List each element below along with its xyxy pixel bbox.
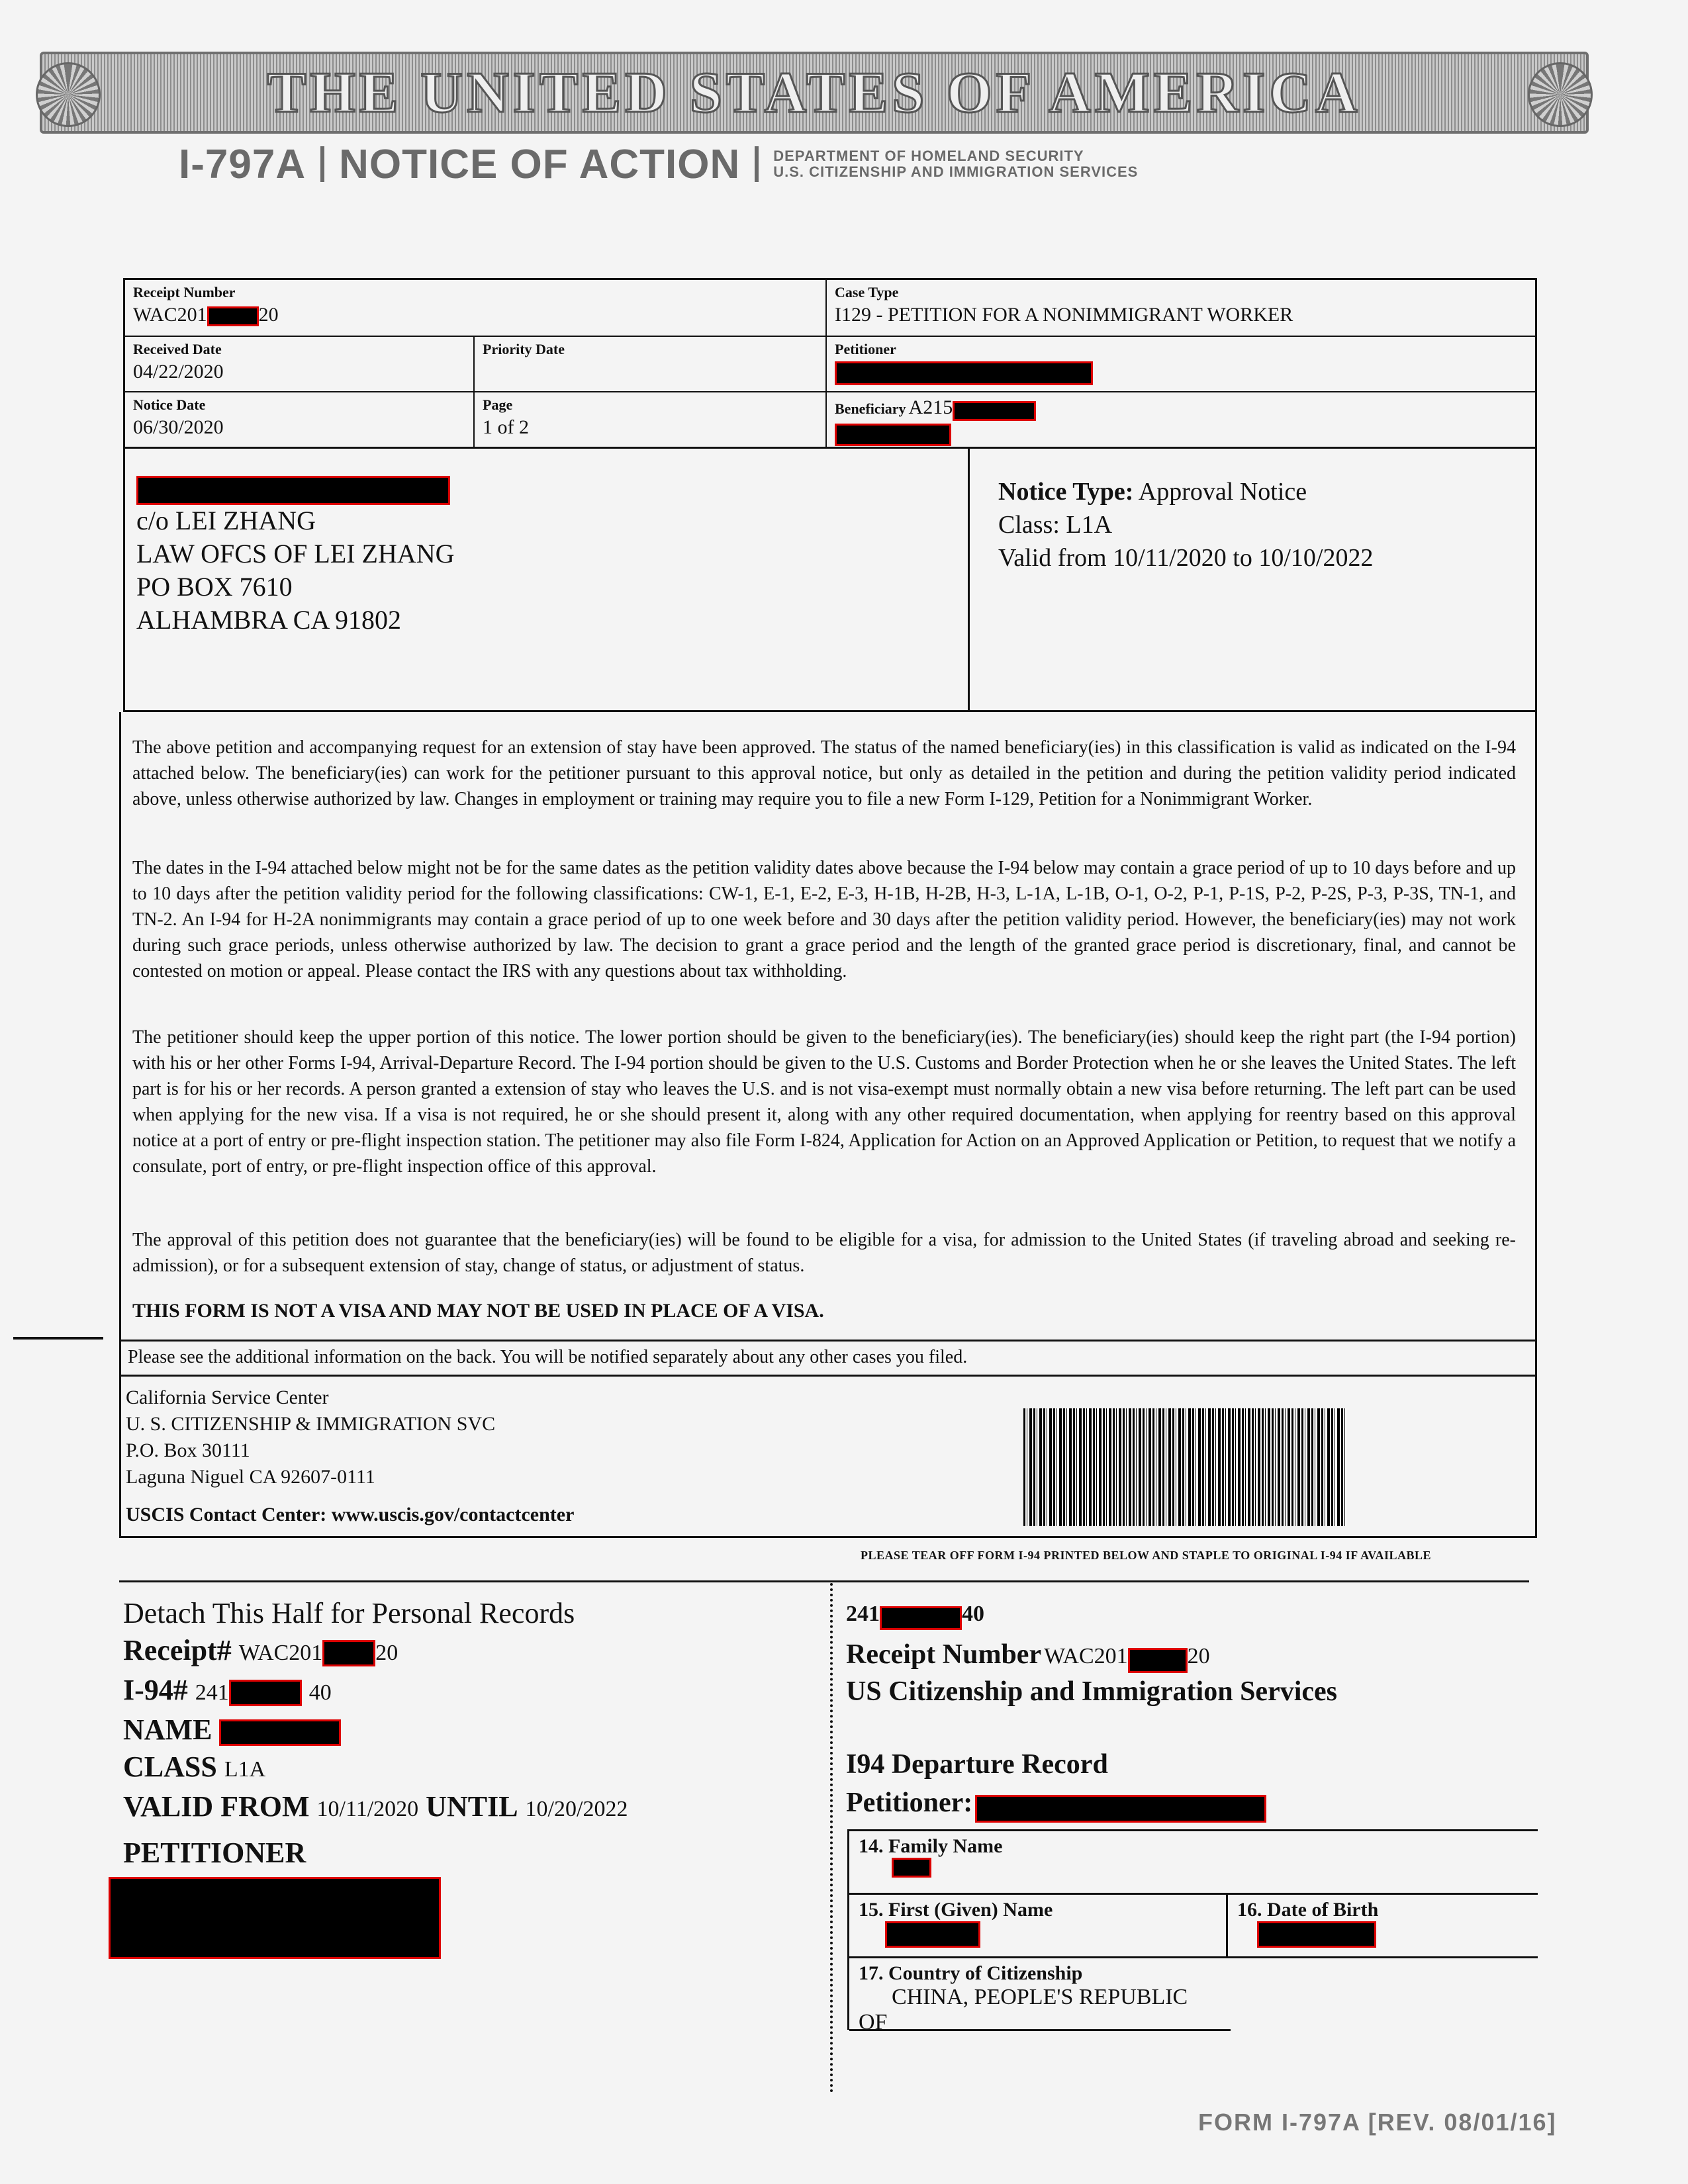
redaction-block bbox=[219, 1719, 341, 1746]
until-value: 10/20/2022 bbox=[525, 1797, 628, 1821]
valid-from-label: VALID FROM bbox=[123, 1790, 310, 1823]
notice-date-label: Notice Date bbox=[133, 396, 206, 413]
received-date-value: 04/22/2020 bbox=[133, 361, 224, 383]
receipt-prefix: WAC201 bbox=[1044, 1644, 1128, 1668]
beneficiary-label: Beneficiary bbox=[835, 400, 906, 417]
beneficiary-prefix: A215 bbox=[908, 396, 953, 418]
redaction-block bbox=[835, 361, 1093, 385]
notice-title: NOTICE OF ACTION bbox=[339, 141, 741, 187]
redaction-block bbox=[885, 1921, 980, 1948]
address-line: P.O. Box 30111 bbox=[126, 1439, 250, 1461]
ornament-icon bbox=[36, 62, 101, 127]
agency-name: US Citizenship and Immigration Services bbox=[846, 1676, 1338, 1707]
name-label: NAME bbox=[123, 1713, 212, 1746]
notice-type bbox=[998, 475, 1373, 508]
petitioner-label: PETITIONER bbox=[123, 1837, 306, 1869]
class-value: L1A bbox=[224, 1757, 266, 1782]
divider bbox=[755, 146, 759, 182]
barcode bbox=[1023, 1408, 1346, 1526]
redaction-block bbox=[975, 1795, 1266, 1823]
first-name-field bbox=[849, 1895, 1228, 1958]
receipt-number-label: Receipt Number bbox=[846, 1639, 1042, 1670]
redaction-block bbox=[1257, 1921, 1376, 1948]
address-line: c/o LEI ZHANG bbox=[136, 506, 316, 535]
valid-from-value: 10/11/2020 bbox=[316, 1797, 419, 1821]
class-line: Class: L1A bbox=[998, 511, 1113, 539]
petitioner-label: Petitioner bbox=[835, 341, 896, 357]
redaction-block bbox=[1128, 1648, 1188, 1673]
country-value: CHINA, PEOPLE'S REPUBLIC bbox=[892, 1985, 1188, 2009]
form-revision: FORM I-797A [REV. 08/01/16] bbox=[1198, 2109, 1557, 2136]
i94-label: I-94# bbox=[123, 1674, 188, 1706]
redaction-block bbox=[835, 424, 951, 446]
family-name-label: 14. Family Name bbox=[859, 1835, 1003, 1857]
first-name-label: 15. First (Given) Name bbox=[859, 1899, 1053, 1921]
page-value: 1 of 2 bbox=[483, 416, 529, 438]
receipt-number-suffix: 20 bbox=[258, 304, 279, 326]
i94-prefix: 241 bbox=[195, 1680, 229, 1705]
address-line: LAW OFCS OF LEI ZHANG bbox=[136, 539, 455, 569]
department-name: DEPARTMENT OF HOMELAND SECURITY bbox=[773, 148, 1084, 164]
notice-type-label: Notice Type: bbox=[998, 478, 1134, 506]
case-type-label: Case Type bbox=[835, 284, 899, 300]
body-paragraph: The approval of this petition does not guarantee that the beneficiary(ies) will be found to be eligible for a visa, for admission to the United States (if traveling abroad and seeking re-admission), or for a subsequent extension of stay, change of status, or adjustment of status. bbox=[132, 1230, 1516, 1276]
service-center-address bbox=[126, 1385, 495, 1490]
received-date-cell bbox=[125, 337, 475, 392]
divider bbox=[320, 146, 324, 182]
visa-warning: THIS FORM IS NOT A VISA AND MAY NOT BE USED IN PLACE OF A VISA. bbox=[132, 1300, 824, 1322]
receipt-label: Receipt# bbox=[123, 1634, 232, 1666]
seal-banner bbox=[40, 52, 1589, 134]
address-line: Laguna Niguel CA 92607-0111 bbox=[126, 1466, 375, 1488]
i94-prefix: 241 bbox=[846, 1602, 880, 1626]
notice-date-cell bbox=[125, 392, 475, 447]
form-title-row bbox=[179, 138, 1138, 191]
receipt-number-prefix: WAC201 bbox=[133, 304, 207, 326]
i94-suffix: 40 bbox=[308, 1680, 332, 1705]
beneficiary-cell bbox=[827, 392, 1535, 447]
i94-number bbox=[846, 1602, 984, 1630]
mailing-address bbox=[136, 471, 455, 637]
address-line: ALHAMBRA CA 91802 bbox=[136, 605, 402, 635]
margin-mark bbox=[13, 1337, 103, 1340]
redaction-block bbox=[322, 1640, 375, 1666]
petitioner-cell bbox=[827, 337, 1535, 392]
received-date-label: Received Date bbox=[133, 341, 222, 357]
divider bbox=[119, 1580, 1529, 1582]
validity-line: Valid from 10/11/2020 to 10/10/2022 bbox=[998, 544, 1374, 572]
case-type-value: I129 - PETITION FOR A NONIMMIGRANT WORKER bbox=[835, 304, 1293, 326]
redaction-block bbox=[892, 1858, 931, 1878]
tear-line bbox=[830, 1583, 833, 2093]
priority-date-label: Priority Date bbox=[483, 341, 565, 357]
address-line: California Service Center bbox=[126, 1387, 329, 1408]
redaction-block bbox=[136, 476, 450, 505]
body-paragraph: The petitioner should keep the upper portion of this notice. The lower portion should be given to the beneficiary(ies). The beneficiary(ies) should keep the right part (the I-94 portion) with his or her other Forms I-94, Arrival-Departure Record. The I-94 portion should be given to the U.S. Customs and Border Protection when he or she leaves the United States. The left part is for his or her records. A person granted a extension of stay who leaves the U.S. and is not visa-exempt must normally obtain a new visa before returning. The left part can be used when applying for the new visa. If a visa is not required, he or she should present it, along with any other required documentation, when applying for reentry based on this approval notice at a port of entry or pre-flight inspection station. The petitioner may also file Form I-824, Application for Action on an Approved Application or Petition, to request that we notify a consulate, port of entry, or pre-flight inspection office of this approval. bbox=[132, 1027, 1516, 1177]
petitioner-label: Petitioner: bbox=[846, 1788, 973, 1818]
notice-type-value: Approval Notice bbox=[1138, 478, 1307, 506]
record-title: I94 Departure Record bbox=[846, 1749, 1108, 1780]
page-label: Page bbox=[483, 396, 513, 413]
date-of-birth-label: 16. Date of Birth bbox=[1237, 1899, 1379, 1921]
receipt-number-cell bbox=[125, 280, 827, 337]
country-label: 17. Country of Citizenship bbox=[859, 1962, 1083, 1984]
agency-name: U.S. CITIZENSHIP AND IMMIGRATION SERVICES bbox=[773, 163, 1139, 180]
tear-off-note: PLEASE TEAR OFF FORM I-94 PRINTED BELOW AND STAPLE TO ORIGINAL I-94 IF AVAILABLE bbox=[861, 1549, 1432, 1562]
country-field bbox=[849, 1958, 1231, 2034]
body-paragraph: The above petition and accompanying request for an extension of stay have been approved. The status of the named beneficiary(ies) in this classification is valid as indicated on the I-94 attached below. The beneficiary(ies) can work for the petitioner pursuant to this approval notice, but only as detailed in the petition and during the petition validity period indicated above, unless otherwise authorized by law. Changes in employment or training may require you to file a new Form I-129, Petition for a Nonimmigrant Worker. bbox=[132, 737, 1516, 809]
receipt-number-value bbox=[133, 304, 818, 326]
class-label: CLASS bbox=[123, 1751, 217, 1783]
redaction-block bbox=[229, 1680, 302, 1706]
body-paragraph: The dates in the I-94 attached below might not be for the same dates as the petition validity dates above because the I-94 below may contain a grace period of up to 10 days before and up to 10 days after the petition validity period for the following classifications: CW-1, E-1, E-2, E-3, H-1B, H-2B, H-3, L-1A, L-1B, O-1, O-2, P-1, P-1S, P-2, P-2S, P-3, P-3S, TN-1, and TN-2. An I-94 for H-2A nonimmigrants may contain a grace period of up to one week before and 30 days after the petition validity period. However, the beneficiary(ies) may not work during such grace periods, unless otherwise authorized by law. The decision to grant a grace period and the length of the granted grace period is discretionary, final, and cannot be contested on motion or appeal. Please contact the IRS with any questions about tax withholding. bbox=[132, 858, 1516, 981]
ornament-icon bbox=[1528, 62, 1593, 127]
redaction-block bbox=[109, 1877, 441, 1959]
priority-date-cell bbox=[475, 337, 827, 392]
notice-info bbox=[998, 475, 1373, 574]
additional-info: Please see the additional information on the back. You will be notified separately about any other cases you filed. bbox=[119, 1340, 1537, 1377]
receipt-number-row bbox=[846, 1639, 1210, 1673]
until-label: UNTIL bbox=[426, 1790, 518, 1823]
redaction-block bbox=[953, 401, 1036, 421]
i94-fields bbox=[847, 1829, 1538, 2034]
petitioner-row bbox=[846, 1787, 1266, 1823]
notice-date-value: 06/30/2020 bbox=[133, 416, 224, 438]
case-info-table bbox=[123, 278, 1537, 449]
receipt-number-label: Receipt Number bbox=[133, 284, 236, 300]
form-id: I-797A bbox=[179, 141, 306, 187]
receipt-suffix: 20 bbox=[375, 1641, 399, 1665]
personal-records-stub bbox=[123, 1595, 628, 1959]
redaction-block bbox=[207, 306, 259, 326]
banner-title: THE UNITED STATES OF AMERICA bbox=[267, 60, 1362, 125]
i94-suffix: 40 bbox=[962, 1602, 984, 1626]
contact-center: USCIS Contact Center: www.uscis.gov/contactcenter bbox=[126, 1504, 575, 1525]
family-name-field bbox=[849, 1831, 1538, 1895]
country-value-cont: OF bbox=[859, 2010, 888, 2034]
receipt-suffix: 20 bbox=[1187, 1644, 1210, 1668]
address-line: U. S. CITIZENSHIP & IMMIGRATION SVC bbox=[126, 1413, 496, 1435]
date-of-birth-field bbox=[1228, 1895, 1538, 1958]
page-cell bbox=[475, 392, 827, 447]
case-type-cell bbox=[827, 280, 1535, 337]
address-line: PO BOX 7610 bbox=[136, 572, 293, 602]
divider bbox=[968, 449, 970, 712]
redaction-block bbox=[880, 1606, 962, 1630]
receipt-prefix: WAC201 bbox=[238, 1641, 323, 1665]
department-block bbox=[773, 148, 1138, 180]
stub-heading: Detach This Half for Personal Records bbox=[123, 1597, 575, 1629]
